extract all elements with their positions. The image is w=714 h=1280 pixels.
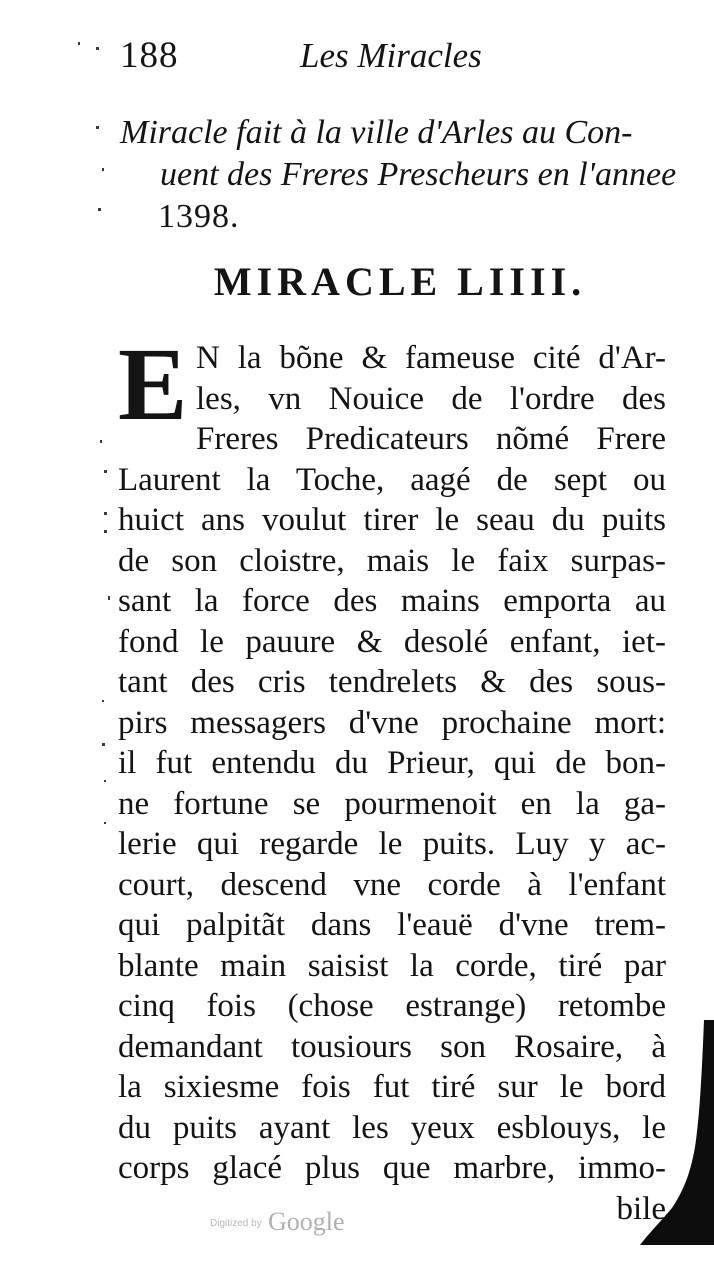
caption-line: uent des Freres Prescheurs en l'annee bbox=[160, 156, 677, 193]
body-text bbox=[118, 327, 666, 1229]
text-line: corps glacé plus que marbre, immo- bbox=[118, 1150, 666, 1186]
text-line: Freres Predicateurs nõmé Frere bbox=[196, 421, 666, 457]
text-line: fond le pauure & desolé enfant, iet- bbox=[118, 623, 666, 660]
digitized-label: Digitized by bbox=[210, 1218, 262, 1229]
text-line: bile bbox=[616, 1190, 666, 1227]
text-line: du puits ayant les yeux esblouys, le bbox=[118, 1109, 666, 1146]
text-line: cinq fois (chose estrange) retombe bbox=[118, 988, 666, 1024]
page-header bbox=[120, 34, 640, 84]
text-line: blante main saisist la corde, tiré par bbox=[118, 947, 666, 984]
margin-specks bbox=[0, 0, 110, 1280]
digitized-watermark bbox=[210, 1207, 370, 1247]
text-line: sant la force des mains emporta au bbox=[118, 583, 666, 619]
text-line: Laurent la Toche, aagé de sept ou bbox=[118, 461, 666, 498]
text-line: qui palpitãt dans l'eauë d'vne trem- bbox=[118, 907, 666, 943]
text-line: la sixiesme fois fut tiré sur le bord bbox=[118, 1069, 666, 1105]
caption-line: Miracle fait à la ville d'Arles au Con- bbox=[120, 114, 633, 151]
page-number: 188 bbox=[120, 35, 179, 76]
text-line: de son cloistre, mais le faix surpas- bbox=[118, 542, 666, 579]
caption-year: 1398. bbox=[158, 198, 240, 235]
google-logo: Google bbox=[268, 1207, 345, 1236]
text-line: demandant tousiours son Rosaire, à bbox=[118, 1028, 666, 1065]
text-line: pirs messagers d'vne prochaine mort: bbox=[118, 704, 666, 741]
text-line: lerie qui regarde le puits. Luy y ac- bbox=[118, 826, 666, 862]
text-line: tant des cris tendrelets & des sous- bbox=[118, 664, 666, 700]
text-line: huict ans voulut tirer le seau du puits bbox=[118, 502, 666, 538]
text-line: N la bõne & fameuse cité d'Ar- bbox=[196, 340, 666, 376]
text-line: il fut entendu du Prieur, qui de bon- bbox=[118, 745, 666, 781]
page-edge-shadow bbox=[632, 1020, 714, 1245]
miracle-heading: MIRACLE LIIII. bbox=[213, 259, 587, 304]
text-line: ne fortune se pourmenoit en la ga- bbox=[118, 785, 666, 822]
drop-cap: E bbox=[118, 327, 188, 442]
running-head: Les Miracles bbox=[300, 36, 482, 75]
text-line: court, descend vne corde à l'enfant bbox=[118, 866, 666, 903]
text-line: les, vn Nouice de l'ordre des bbox=[196, 380, 666, 417]
miracle-caption bbox=[120, 112, 677, 238]
